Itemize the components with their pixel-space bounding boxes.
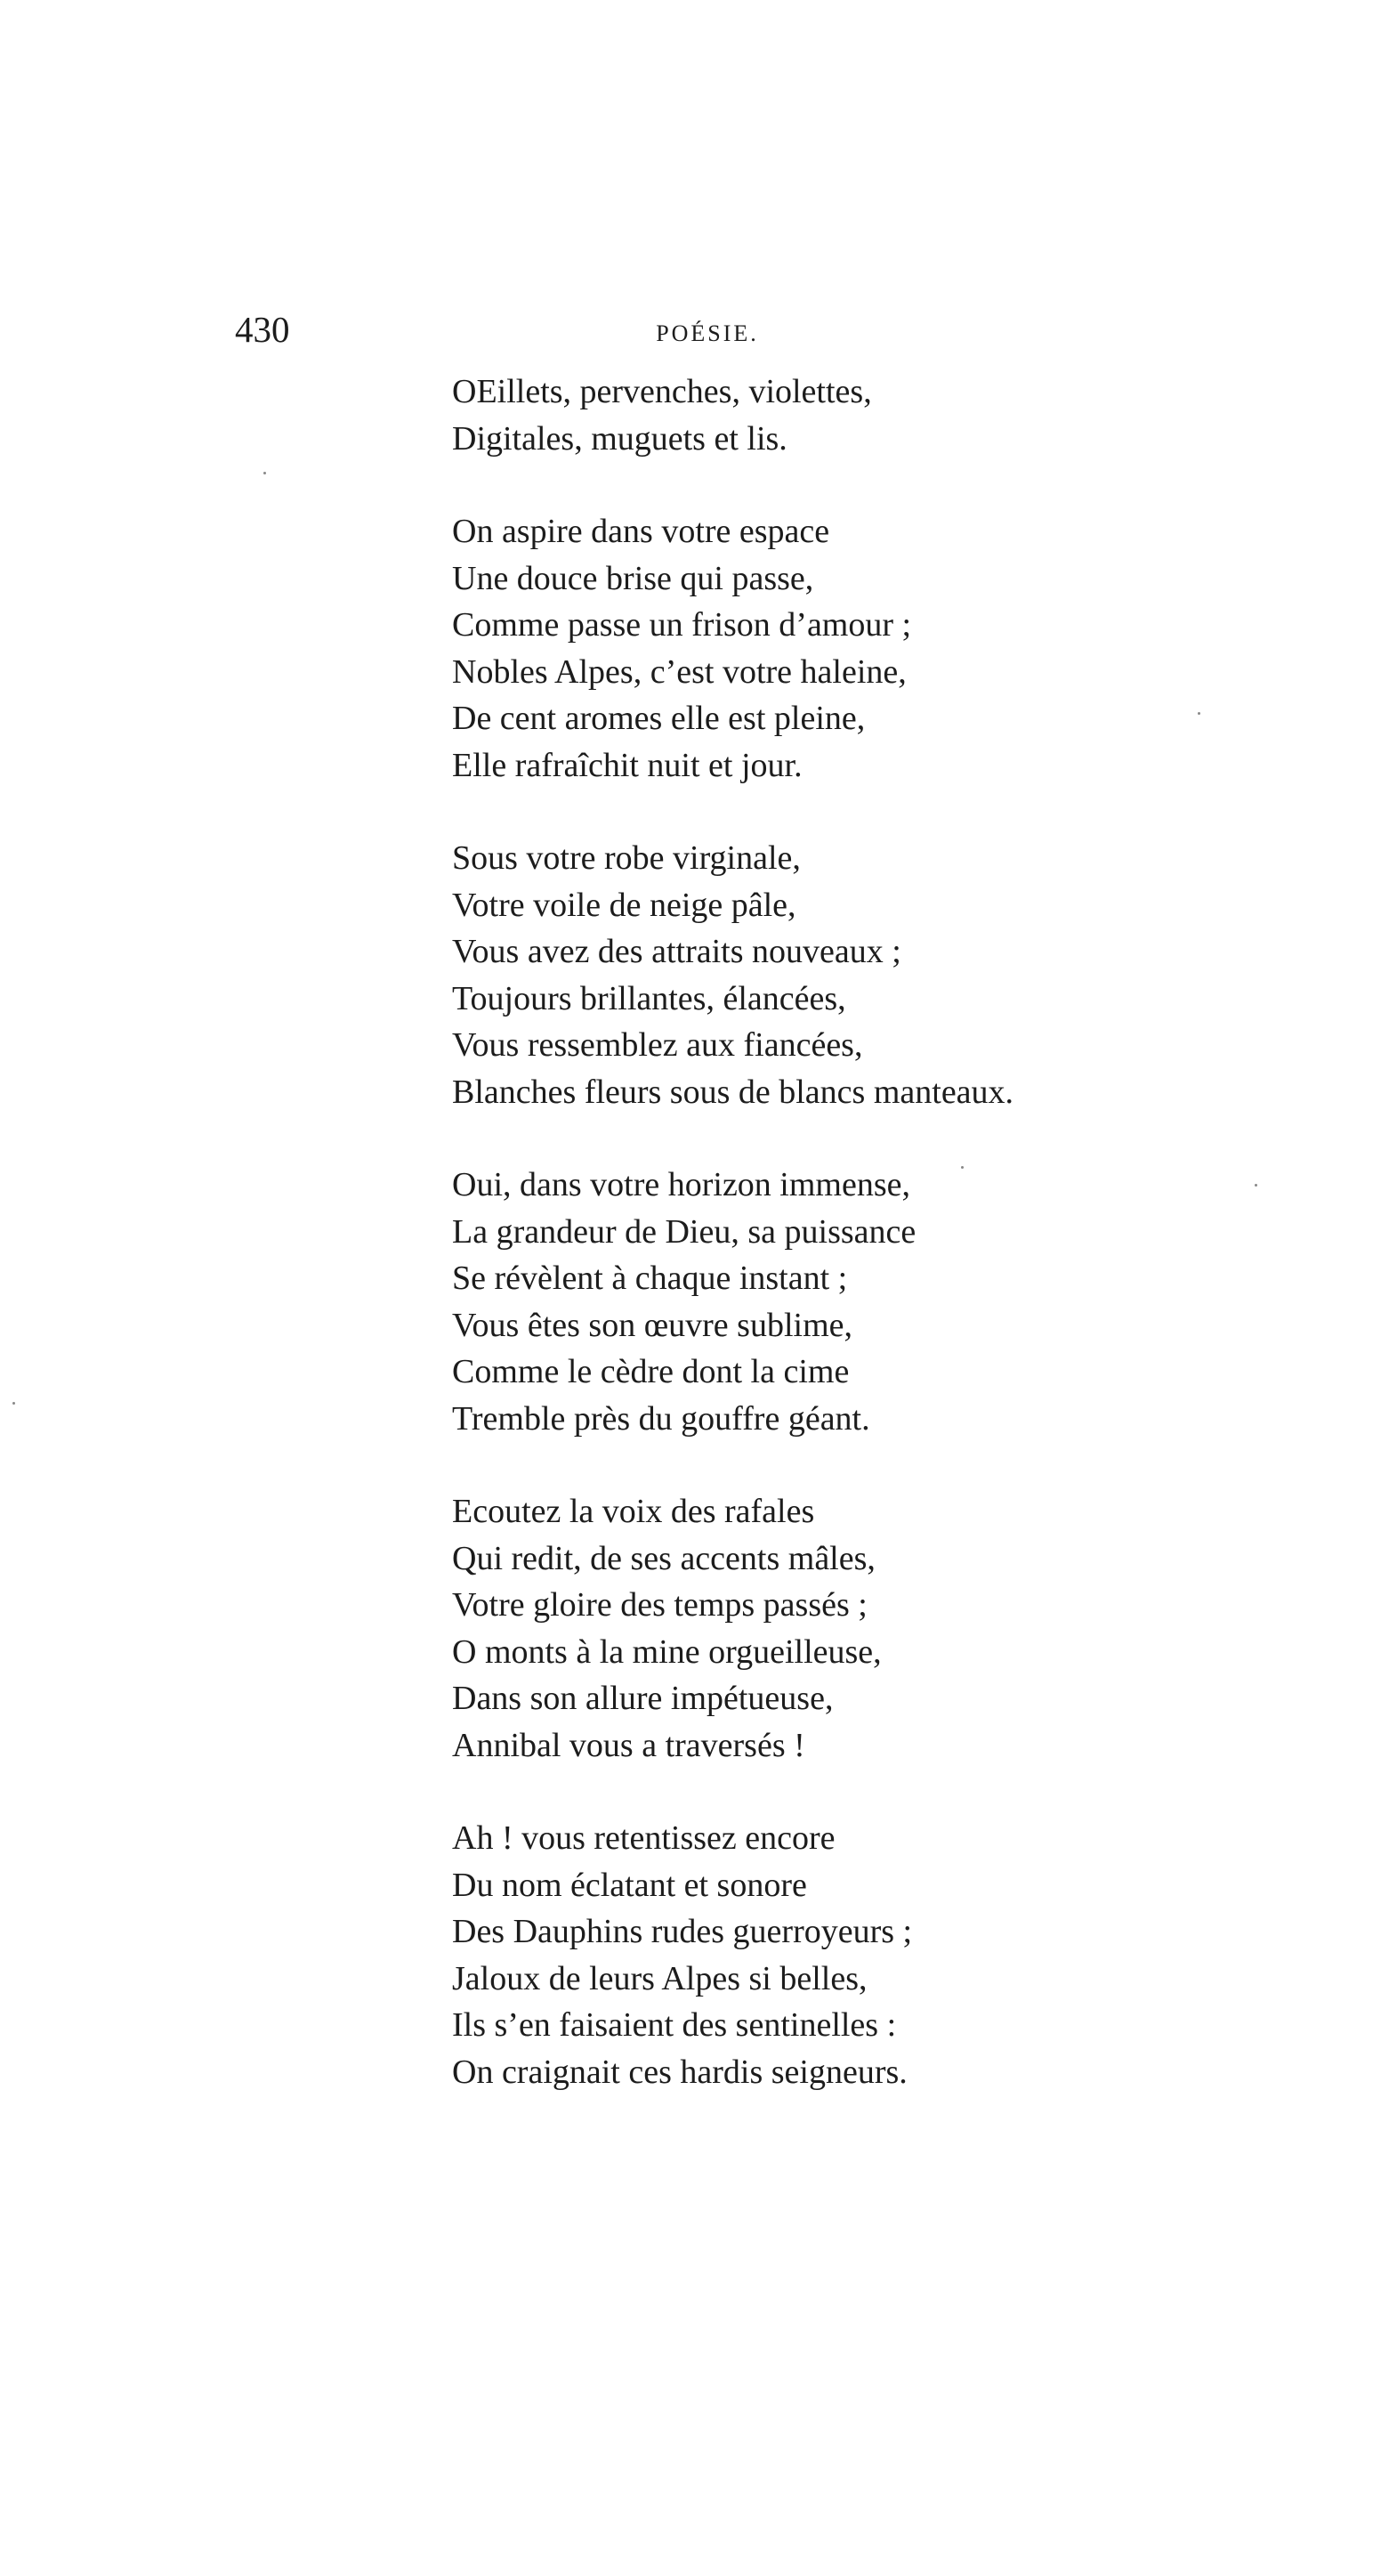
scan-speck — [1255, 1184, 1257, 1187]
page-number: 430 — [235, 309, 290, 350]
verse-line: Votre voile de neige pâle, — [452, 886, 796, 924]
scan-speck — [961, 1166, 964, 1169]
verse-line: Sous votre robe virginale, — [452, 839, 801, 877]
verse-line: Ah ! vous retentissez encore — [452, 1819, 836, 1857]
verse-line: Tremble près du gouffre géant. — [452, 1399, 870, 1438]
verse-line: Vous avez des attraits nouveaux ; — [452, 933, 901, 970]
verse-line: Une douce brise qui passe, — [452, 559, 814, 597]
verse-line: Blanches fleurs sous de blancs manteaux. — [452, 1073, 1014, 1111]
verse-line: On aspire dans votre espace — [452, 513, 830, 550]
verse-line: Qui redit, de ses accents mâles, — [452, 1539, 876, 1577]
verse-line: O monts à la mine orgueilleuse, — [452, 1632, 882, 1671]
verse-line: Votre gloire des temps passés ; — [452, 1586, 868, 1624]
verse-line: Toujours brillantes, élancées, — [452, 979, 846, 1017]
verse-line: Digitales, muguets et lis. — [452, 419, 787, 458]
verse-line: OEillets, pervenches, violettes, — [452, 373, 872, 410]
verse-line: On craignait ces hardis seigneurs. — [452, 2053, 908, 2091]
verse-line: Du nom éclatant et sonore — [452, 1866, 807, 1904]
poem — [452, 369, 1342, 2095]
stanza-6 — [452, 1815, 1342, 2095]
verse-line: Des Dauphins rudes guerroyeurs ; — [452, 1913, 913, 1950]
stanza-3 — [452, 835, 1342, 1115]
verse-line: Se révèlent à chaque instant ; — [452, 1260, 848, 1297]
verse-line: Oui, dans votre horizon immense, — [452, 1166, 911, 1203]
verse-line: Ecoutez la voix des rafales — [452, 1493, 815, 1530]
stanza-4 — [452, 1162, 1342, 1442]
verse-line: Nobles Alpes, c’est votre haleine, — [452, 652, 907, 691]
running-title: POÉSIE. — [656, 320, 759, 346]
verse-line: De cent aromes elle est pleine, — [452, 700, 866, 737]
stanza-5 — [452, 1488, 1342, 1769]
scan-speck — [1198, 712, 1200, 715]
verse-line: Jaloux de leurs Alpes si belles, — [452, 1959, 868, 1997]
verse-line: Elle rafraîchit nuit et jour. — [452, 746, 803, 784]
scan-speck — [263, 472, 266, 474]
verse-line: Ils s’en faisaient des sentinelles : — [452, 2006, 897, 2044]
verse-line: Comme le cèdre dont la cime — [452, 1353, 850, 1390]
stanza-1 — [452, 369, 1342, 462]
scan-speck — [12, 1402, 15, 1405]
verse-line: Vous êtes son œuvre sublime, — [452, 1306, 852, 1344]
verse-line: Dans son allure impétueuse, — [452, 1680, 834, 1717]
verse-line: Comme passe un frison d’amour ; — [452, 606, 912, 644]
stanza-2 — [452, 508, 1342, 789]
verse-line: Annibal vous a traversés ! — [452, 1726, 805, 1764]
verse-line: Vous ressemblez aux fiancées, — [452, 1026, 863, 1064]
verse-line: La grandeur de Dieu, sa puissance — [452, 1212, 917, 1251]
